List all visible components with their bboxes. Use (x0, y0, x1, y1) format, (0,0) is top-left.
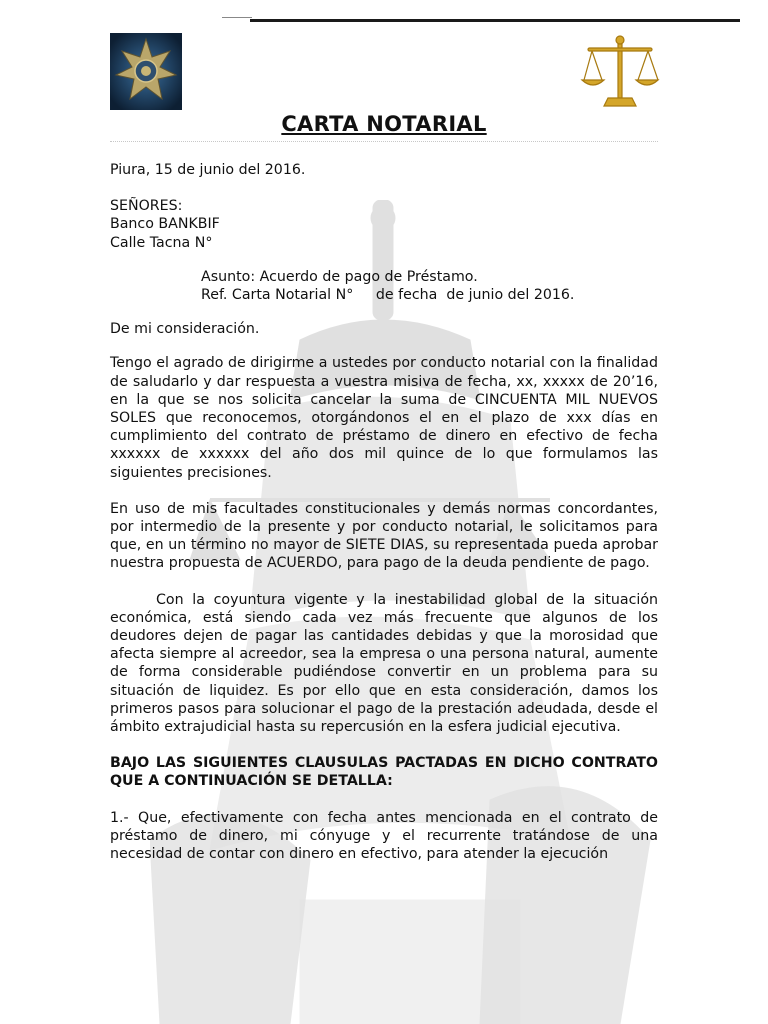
clause-1: 1.- Que, efectivamente con fecha antes mencionada en el contrato de préstamo de dinero, mi cónyuge y el recurrente tratándose de una necesidad de contar con dinero en efectivo, para atender la ejecución (110, 809, 658, 863)
recipient-name: Banco BANKBIF (110, 216, 220, 233)
paragraph-3: Con la coyuntura vigente y la inestabilidad global de la situación económica, está siendo cada vez más frecuente que algunos de los deudores dejen de pagar las cantidades debidas y que la morosidad que afecta siempre al acreedor, sea la empresa o una persona natural, aumente de forma considerable pudiéndose convertir en un problema para su situación de liquidez. Es por ello que en esta consideración, damos los primeros pasos para solucionar el pago de la prestación adeudada, desde el ámbito extrajudicial hasta su repercusión en la esfera judicial ejecutiva. (110, 591, 658, 736)
clauses-heading: BAJO LAS SIGUIENTES CLAUSULAS PACTADAS EN DICHO CONTRATO QUE A CONTINUACIÓN SE DETALLA: (110, 755, 658, 790)
letter-body (110, 161, 658, 863)
recipient-salutation: SEÑORES: (110, 198, 183, 215)
place-date: Piura, 15 de junio del 2016. (110, 162, 306, 178)
paragraph-1: Tengo el agrado de dirigirme a ustedes por conducto notarial con la finalidad de saludarlo y dar respuesta a vuestra misiva de fecha, xx, xxxxx de 20’16, en la que se nos solicita cancelar la suma de CINCUENTA MIL NUEVOS SOLES que reconocemos, otorgándonos el en el plazo de xxx días en cumplimiento del contrato de préstamo de dinero en efectivo de fecha xxxxxx de xxxxxx del año dos mil quince de lo que formulamos las siguientes precisiones. (110, 355, 658, 481)
header-rule (250, 19, 740, 22)
recipient-address: Calle Tacna N° (110, 234, 213, 251)
greeting: De mi consideración. (110, 321, 260, 338)
paragraph-2: En uso de mis facultades constitucionales y demás normas concordantes, por intermedio de la presente y por conducto notarial, le solicitamos para que, en un término no mayor de SIETE DIAS, su representada pueda aprobar nuestra propuesta de ACUERDO, para pago de la deuda pendiente de pago. (110, 500, 658, 572)
page-title: CARTA NOTARIAL (281, 112, 487, 136)
subject-line: Asunto: Acuerdo de pago de Préstamo. (201, 268, 478, 285)
reference-line: Ref. Carta Notarial N° de fecha de junio del 2016. (201, 287, 575, 304)
header-thin-rule (222, 17, 252, 18)
police-star-badge-icon (110, 33, 182, 110)
title-divider (110, 141, 658, 142)
scales-of-justice-icon (580, 34, 660, 110)
